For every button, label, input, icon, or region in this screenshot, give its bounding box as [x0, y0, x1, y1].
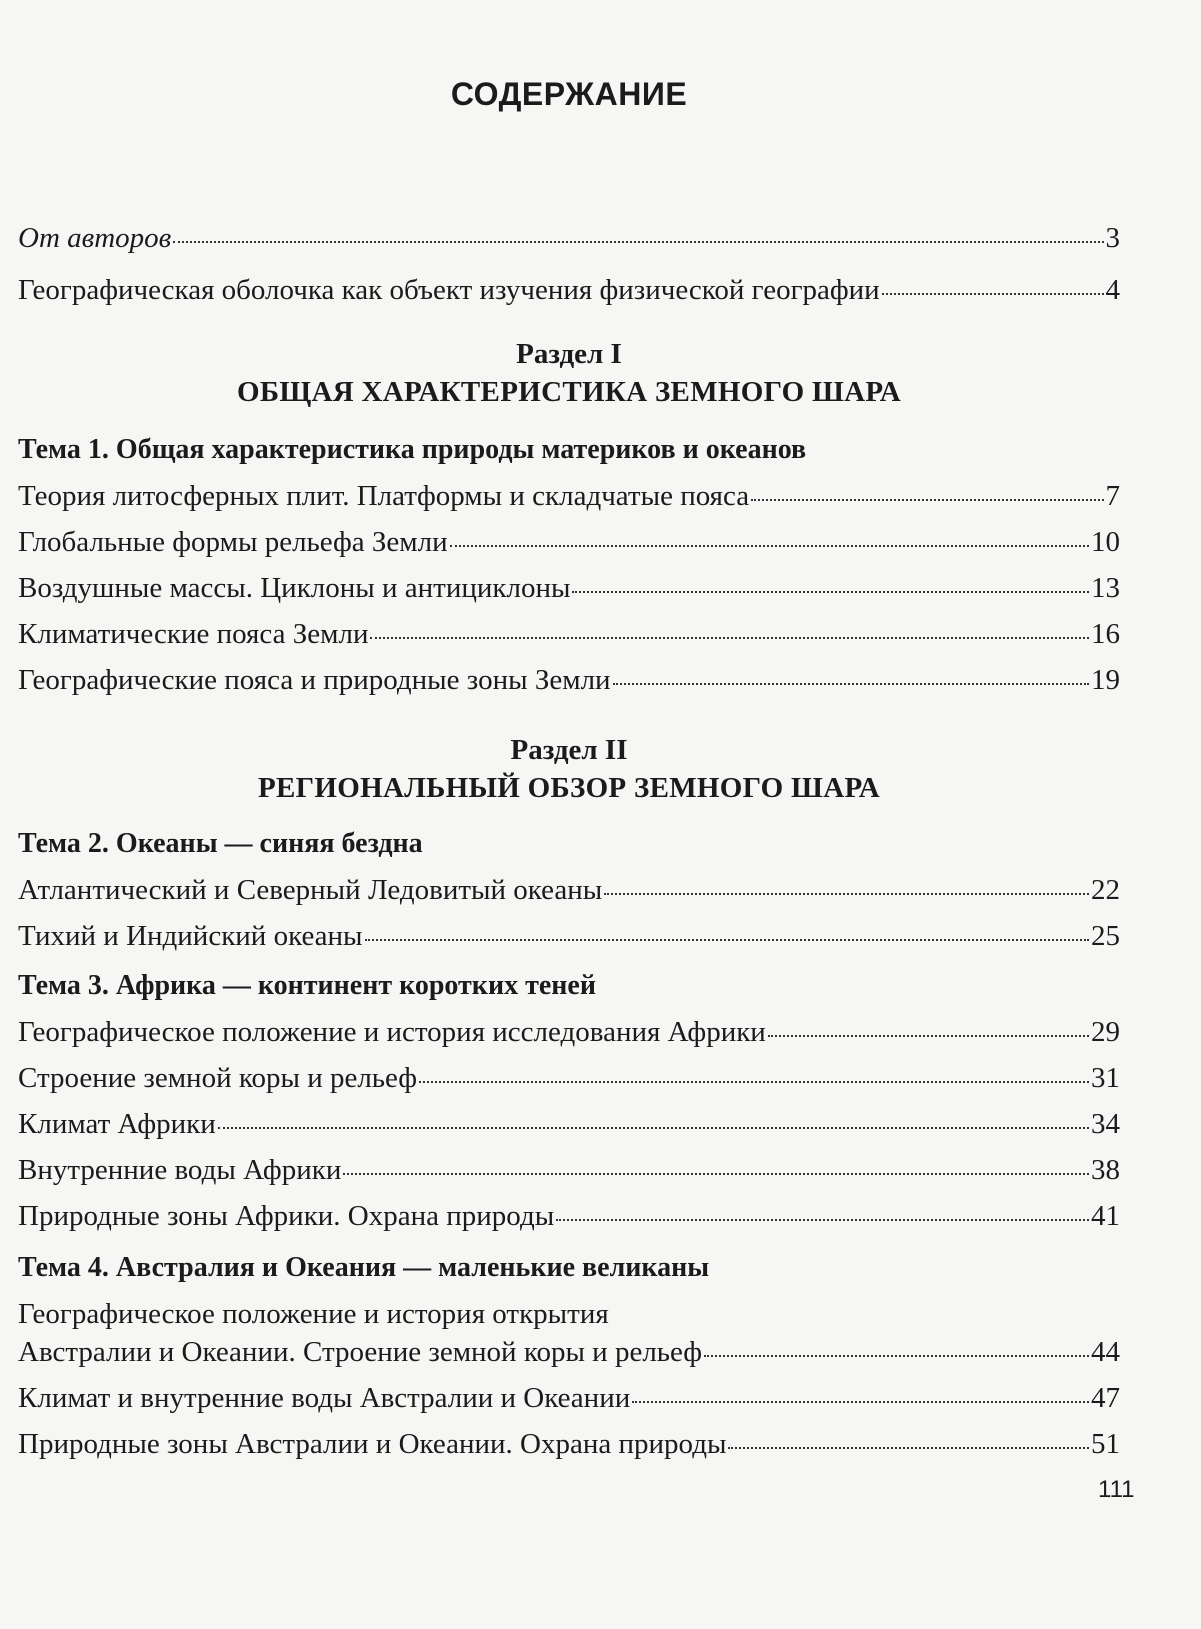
toc-entry-page: 16	[1091, 618, 1120, 650]
dot-leader	[556, 1218, 1089, 1221]
dot-leader	[704, 1354, 1089, 1357]
toc-entry[interactable]	[18, 874, 1120, 907]
dot-leader	[882, 292, 1104, 295]
toc-entry-title: Воздушные массы. Циклоны и антициклоны	[18, 572, 571, 604]
toc-entry-page: 31	[1091, 1062, 1120, 1094]
toc-entry-page: 25	[1091, 920, 1120, 952]
page-number: 111	[1098, 1476, 1135, 1503]
topic-2-title: Тема 2. Океаны — синяя бездна	[18, 828, 423, 859]
toc-entry-page: 4	[1105, 274, 1120, 306]
dot-leader	[751, 498, 1103, 501]
section-1-label: Раздел I	[516, 338, 622, 370]
section-1-title: ОБЩАЯ ХАРАКТЕРИСТИКА ЗЕМНОГО ШАРА	[237, 376, 901, 408]
toc-entry[interactable]	[18, 664, 1120, 697]
toc-entry[interactable]	[18, 920, 1120, 953]
dot-leader	[613, 682, 1089, 685]
toc-entry-title: Атлантический и Северный Ледовитый океаны	[18, 874, 603, 906]
toc-entry-title: Внутренние воды Африки	[18, 1154, 342, 1186]
toc-entry[interactable]	[18, 1382, 1120, 1415]
dot-leader	[572, 590, 1089, 593]
toc-entry[interactable]	[18, 618, 1120, 651]
topic-3-title: Тема 3. Африка — континент коротких теней	[18, 970, 596, 1001]
toc-entry-title: Климат и внутренние воды Австралии и Океании	[18, 1382, 631, 1414]
toc-entry-page: 41	[1091, 1200, 1120, 1232]
toc-entry[interactable]	[18, 1336, 1120, 1369]
dot-leader	[419, 1080, 1089, 1083]
toc-entry-page: 44	[1091, 1336, 1120, 1368]
toc-entry-title: Географическая оболочка как объект изучения физической географии	[18, 274, 880, 306]
toc-entry-title: Климатические пояса Земли	[18, 618, 369, 650]
toc-entry-title: Теория литосферных плит. Платформы и складчатые пояса	[18, 480, 750, 512]
toc-entry[interactable]	[18, 1428, 1120, 1461]
dot-leader	[450, 544, 1089, 547]
page-title: СОДЕРЖАНИЕ	[450, 76, 688, 112]
toc-entry-title: Природные зоны Австралии и Океании. Охрана природы	[18, 1428, 727, 1460]
dot-leader	[218, 1126, 1089, 1129]
dot-leader	[768, 1034, 1089, 1037]
toc-entry-title: Строение земной коры и рельеф	[18, 1062, 418, 1094]
toc-entry-title: Географическое положение и история исследования Африки	[18, 1016, 766, 1048]
toc-entry-page: 10	[1091, 526, 1120, 558]
toc-entry-page: 13	[1091, 572, 1120, 604]
dot-leader	[632, 1400, 1089, 1403]
toc-entry-title: Географические пояса и природные зоны Земли	[18, 664, 611, 696]
toc-entry-title: От авторов	[18, 222, 172, 254]
toc-entry-title: Тихий и Индийский океаны	[18, 920, 363, 952]
section-2-label: Раздел II	[510, 734, 628, 766]
toc-entry-page: 51	[1091, 1428, 1120, 1460]
dot-leader	[173, 240, 1103, 243]
toc-entry-page: 34	[1091, 1108, 1120, 1140]
toc-entry[interactable]	[18, 1154, 1120, 1187]
dot-leader	[604, 892, 1089, 895]
topic-1-title: Тема 1. Общая характеристика природы материков и океанов	[18, 434, 807, 465]
toc-entry-page: 47	[1091, 1382, 1120, 1414]
toc-entry-page: 3	[1105, 222, 1120, 254]
toc-entry[interactable]	[18, 480, 1120, 513]
toc-entry[interactable]	[18, 1016, 1120, 1049]
dot-leader	[370, 636, 1089, 639]
dot-leader	[343, 1172, 1089, 1175]
toc-entry[interactable]	[18, 572, 1120, 605]
toc-entry-page: 7	[1105, 480, 1120, 512]
toc-entry-page: 29	[1091, 1016, 1120, 1048]
toc-entry[interactable]	[18, 222, 1120, 255]
toc-entry[interactable]	[18, 1200, 1120, 1233]
toc-entry-page: 22	[1091, 874, 1120, 906]
toc-entry[interactable]	[18, 274, 1120, 307]
section-2-title: РЕГИОНАЛЬНЫЙ ОБЗОР ЗЕМНОГО ШАРА	[257, 772, 880, 804]
dot-leader	[365, 938, 1089, 941]
toc-entry-title: Природные зоны Африки. Охрана природы	[18, 1200, 555, 1232]
topic-4-title: Тема 4. Австралия и Океания — маленькие великаны	[18, 1252, 710, 1283]
toc-entry-title: Глобальные формы рельефа Земли	[18, 526, 448, 558]
toc-entry-page: 38	[1091, 1154, 1120, 1186]
dot-leader	[728, 1446, 1089, 1449]
toc-entry-page: 19	[1091, 664, 1120, 696]
toc-entry-title-line[interactable]: Географическое положение и история открытия	[18, 1298, 609, 1330]
toc-entry[interactable]	[18, 1062, 1120, 1095]
toc-entry[interactable]	[18, 1108, 1120, 1141]
toc-entry-title: Климат Африки	[18, 1108, 216, 1140]
toc-entry[interactable]	[18, 526, 1120, 559]
toc-entry-title: Австралии и Океании. Строение земной коры и рельеф	[18, 1336, 703, 1368]
